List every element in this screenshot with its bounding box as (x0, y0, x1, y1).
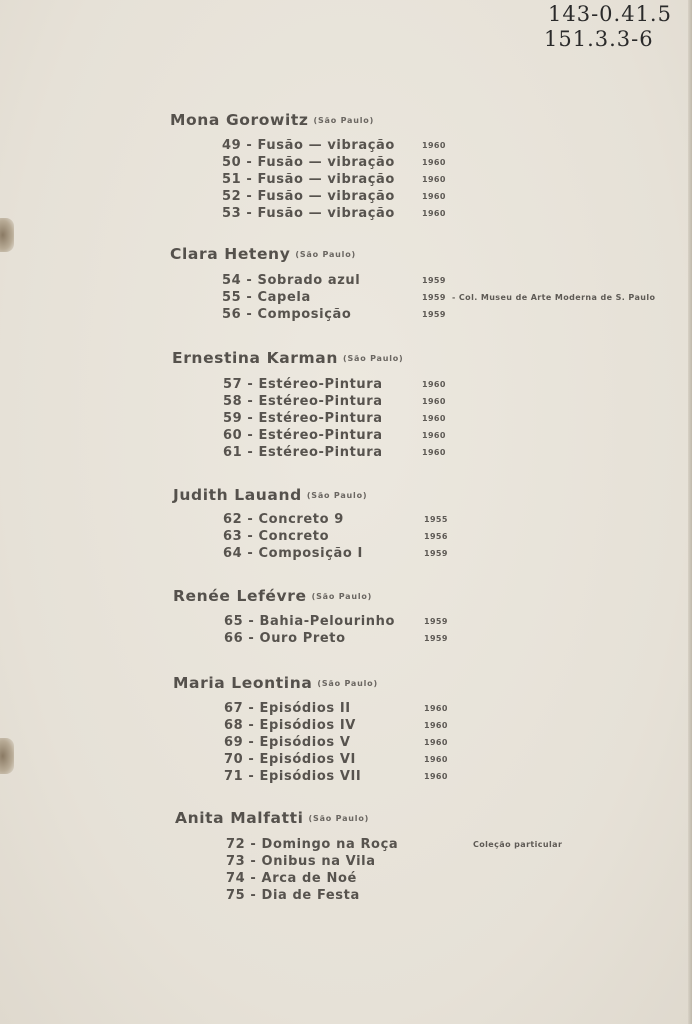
artwork-entry (224, 735, 350, 750)
artwork-separator: - (245, 870, 262, 886)
artwork-number: 61 (223, 444, 243, 460)
artwork-year: 1960 (422, 447, 446, 457)
artwork-separator: - (242, 377, 259, 392)
catalog-number: 143-0.41.5 (548, 2, 672, 26)
artwork-separator: - (242, 410, 259, 426)
artwork-number: 60 (223, 427, 243, 443)
artwork-entry (222, 172, 395, 187)
artwork-number: 64 (223, 545, 243, 561)
artwork-title: Concreto 9 (258, 512, 344, 527)
artwork-year: 1960 (424, 704, 448, 713)
artist-city: (São Paulo) (342, 354, 404, 363)
artist-city: (São Paulo) (306, 491, 368, 500)
artist-city: (São Paulo) (311, 592, 373, 601)
artwork-number: 56 (222, 306, 242, 322)
artwork-entry (226, 871, 357, 886)
artist-name: Judith Lauand (173, 486, 302, 504)
artwork-year: 1960 (422, 174, 446, 184)
artist-heading (170, 244, 356, 263)
artwork-title: Domingo na Roça (261, 837, 399, 852)
artwork-year: 1960 (422, 430, 446, 440)
artist-name: Mona Gorowitz (170, 111, 309, 129)
artwork-separator: - (242, 545, 259, 561)
artwork-separator: - (243, 630, 260, 646)
artwork-title: Episódios II (259, 701, 351, 716)
artwork-entry (223, 546, 363, 561)
artwork-separator: - (243, 751, 260, 767)
artwork-number: 54 (222, 273, 242, 288)
artist-name: Anita Malfatti (175, 809, 304, 827)
artwork-entry (226, 888, 360, 903)
artwork-year: 1956 (424, 531, 448, 541)
artwork-entry (222, 206, 395, 221)
artwork-separator: - (241, 273, 258, 288)
artwork-title: Estéreo-Pintura (258, 377, 383, 392)
artist-heading (175, 808, 369, 827)
artwork-number: 55 (222, 289, 242, 305)
artwork-year: 1960 (422, 380, 446, 389)
artwork-number: 65 (224, 614, 244, 629)
artwork-entry (224, 752, 356, 767)
artwork-separator: - (242, 528, 259, 544)
artwork-entry (223, 512, 344, 527)
artwork-title: Fusão — vibração (257, 138, 395, 153)
artwork-separator: - (241, 138, 258, 153)
artwork-number: 67 (224, 701, 244, 716)
artwork-title: Composição I (258, 545, 363, 561)
artwork-title: Episódios IV (259, 717, 356, 733)
artwork-title: Fusão — vibração (257, 205, 395, 221)
artwork-year: 1960 (424, 754, 448, 764)
artist-heading (173, 485, 367, 504)
artwork-year: 1960 (422, 208, 446, 218)
artist-city: (São Paulo) (295, 250, 356, 259)
artwork-year: 1960 (424, 771, 448, 781)
artwork-number: 62 (223, 512, 243, 527)
artwork-title: Ouro Preto (259, 630, 346, 646)
binding-hole-mark (0, 738, 14, 774)
artwork-number: 63 (223, 528, 243, 544)
artwork-year: 1959 (424, 548, 448, 558)
artist-heading (170, 110, 374, 129)
artwork-entry (223, 377, 383, 392)
artwork-entry (222, 273, 360, 288)
artwork-title: Episódios V (259, 734, 351, 750)
artwork-entry (224, 769, 361, 784)
artist-city: (São Paulo) (313, 116, 375, 125)
artwork-separator: - (242, 512, 259, 527)
artwork-separator: - (241, 154, 258, 170)
artwork-number: 52 (222, 188, 242, 204)
artwork-year: 1960 (422, 191, 446, 201)
artwork-separator: - (241, 171, 258, 187)
artwork-year: 1960 (424, 720, 448, 730)
artwork-number: 68 (224, 717, 244, 733)
artwork-entry (223, 529, 329, 544)
binding-hole-mark (0, 218, 14, 252)
artwork-separator: - (243, 717, 260, 733)
artwork-entry (224, 631, 346, 646)
artwork-number: 74 (226, 870, 246, 886)
artwork-number: 50 (222, 154, 242, 170)
artwork-number: 57 (223, 377, 243, 392)
artwork-separator: - (242, 444, 259, 460)
artwork-entry (223, 411, 383, 426)
artwork-number: 58 (223, 393, 243, 409)
artwork-entry (222, 189, 395, 204)
artwork-separator: - (243, 614, 260, 629)
artist-name: Renée Lefévre (173, 587, 307, 605)
artwork-year: 1960 (422, 157, 446, 167)
artwork-separator: - (245, 853, 262, 869)
artwork-separator: - (241, 289, 258, 305)
artwork-separator: - (243, 768, 260, 784)
artwork-year: 1959 (422, 276, 446, 285)
artwork-year: 1959 (424, 633, 448, 643)
artist-city: (São Paulo) (317, 679, 378, 688)
artwork-title: Episódios VII (259, 768, 362, 784)
artwork-title: Fusão — vibração (257, 188, 395, 204)
artwork-number: 69 (224, 734, 244, 750)
artwork-separator: - (245, 887, 262, 903)
artwork-number: 70 (224, 751, 244, 767)
artwork-number: 73 (226, 853, 246, 869)
artwork-entry (224, 614, 395, 629)
artwork-separator: - (242, 393, 259, 409)
artwork-entry (224, 701, 351, 716)
artwork-separator: - (243, 734, 260, 750)
artwork-entry (226, 854, 376, 869)
artwork-separator: - (241, 188, 258, 204)
artwork-title: Composição (257, 306, 352, 322)
artwork-year: 1960 (422, 396, 446, 406)
artwork-title: Onibus na Vila (261, 853, 376, 869)
artwork-separator: - (243, 701, 260, 716)
artwork-year: 1960 (422, 413, 446, 423)
artwork-number: 66 (224, 630, 244, 646)
artist-city: (São Paulo) (308, 814, 370, 823)
artwork-separator: - (241, 205, 258, 221)
artwork-title: Estéreo-Pintura (258, 444, 383, 460)
artwork-title: Concreto (258, 528, 330, 544)
artwork-entry (224, 718, 356, 733)
artwork-number: 75 (226, 887, 246, 903)
artwork-entry (222, 155, 395, 170)
artwork-collection-note: Coleção particular (473, 840, 563, 849)
artwork-collection-note: - Col. Museu de Arte Moderna de S. Paulo (452, 292, 656, 302)
artwork-year: 1955 (424, 515, 448, 524)
artwork-separator: - (241, 306, 258, 322)
artist-name: Ernestina Karman (172, 349, 338, 367)
artist-heading (173, 673, 378, 692)
artwork-separator: - (242, 427, 259, 443)
artwork-number: 51 (222, 171, 242, 187)
artwork-number: 71 (224, 768, 244, 784)
artwork-title: Arca de Noé (261, 870, 357, 886)
artwork-title: Capela (257, 289, 311, 305)
artwork-year: 1959 (422, 292, 446, 302)
artist-name: Clara Heteny (170, 245, 291, 263)
artwork-entry (223, 445, 383, 460)
artwork-entry (222, 307, 351, 322)
artwork-entry (222, 290, 311, 305)
artwork-separator: - (245, 837, 262, 852)
artwork-title: Fusão — vibração (257, 154, 395, 170)
artwork-entry (223, 394, 383, 409)
artwork-title: Dia de Festa (261, 887, 360, 903)
artwork-title: Estéreo-Pintura (258, 393, 383, 409)
artwork-number: 53 (222, 205, 242, 221)
artwork-title: Episódios VI (259, 751, 356, 767)
artist-name: Maria Leontina (173, 674, 313, 692)
artwork-year: 1959 (422, 309, 446, 319)
artwork-number: 59 (223, 410, 243, 426)
artwork-number: 49 (222, 138, 242, 153)
page-edge (688, 0, 692, 1024)
artwork-number: 72 (226, 837, 246, 852)
artwork-title: Estéreo-Pintura (258, 427, 383, 443)
artwork-entry (226, 837, 398, 852)
artist-heading (173, 586, 372, 605)
catalog-number: 151.3.3-6 (544, 27, 654, 51)
artwork-title: Bahia-Pelourinho (259, 614, 396, 629)
artwork-entry (222, 138, 395, 153)
artwork-year: 1960 (422, 141, 446, 150)
artwork-title: Estéreo-Pintura (258, 410, 383, 426)
artwork-title: Fusão — vibração (257, 171, 395, 187)
artwork-title: Sobrado azul (257, 273, 361, 288)
artwork-year: 1959 (424, 617, 448, 626)
artwork-year: 1960 (424, 737, 448, 747)
artwork-entry (223, 428, 383, 443)
artist-heading (172, 348, 404, 367)
